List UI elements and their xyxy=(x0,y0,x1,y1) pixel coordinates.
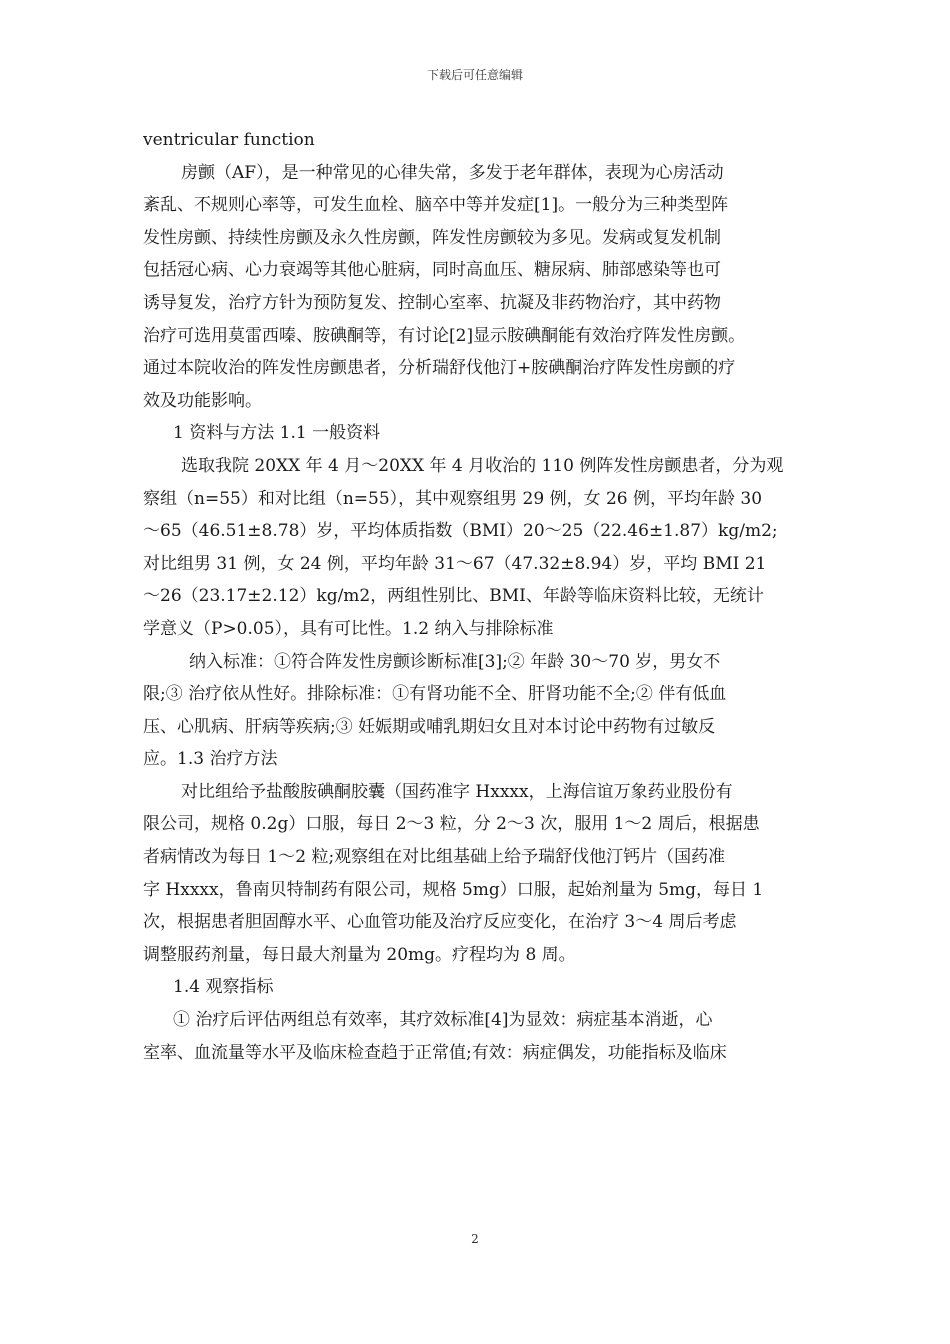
text-line: 诱导复发，治疗方针为预防复发、控制心室率、抗凝及非药物治疗，其中药物 xyxy=(143,292,721,313)
text-line: ventricular function xyxy=(143,130,315,150)
text-line: 察组（n=55）和对比组（n=55），其中观察组男 29 例，女 26 例，平均年龄 30 xyxy=(143,488,763,509)
text-line: 效及功能影响。 xyxy=(143,390,262,411)
section-heading: 1 资料与方法 1.1 一般资料 xyxy=(173,423,381,444)
text-line: 室率、血流量等水平及临床检查趋于正常值;有效：病症偶发，功能指标及临床 xyxy=(143,1042,727,1063)
text-line: 学意义（P>0.05），具有可比性。1.2 纳入与排除标准 xyxy=(143,618,554,639)
text-line: 限公司，规格 0.2g）口服，每日 2～3 粒，分 2～3 次，服用 1～2 周后，根据患 xyxy=(143,814,760,835)
section-heading: 1.4 观察指标 xyxy=(173,977,274,998)
paragraph-start: 选取我院 20XX 年 4 月～20XX 年 4 月收治的 110 例阵发性房颤患者，分为观 xyxy=(181,455,784,476)
text-line: 发性房颤、持续性房颤及永久性房颤，阵发性房颤较为多见。发病或复发机制 xyxy=(143,227,721,248)
text-line: 字 Hxxxx，鲁南贝特制药有限公司，规格 5mg）口服，起始剂量为 5mg，每日 1 xyxy=(143,879,764,900)
text-line: 治疗可选用莫雷西嗪、胺碘酮等，有讨论[2]显示胺碘酮能有效治疗阵发性房颤。 xyxy=(143,325,746,346)
paragraph-start: 纳入标准：①符合阵发性房颤诊断标准[3];② 年龄 30～70 岁，男女不 xyxy=(189,651,721,672)
document-body xyxy=(143,124,810,1069)
text-line: ～65（46.51±8.78）岁，平均体质指数（BMI）20～25（22.46±1.87）kg/m2; xyxy=(143,521,778,542)
text-line: 压、心肌病、肝病等疾病;③ 妊娠期或哺乳期妇女且对本讨论中药物有过敏反 xyxy=(143,716,716,737)
text-line: 次，根据患者胆固醇水平、心血管功能及治疗反应变化，在治疗 3～4 周后考虑 xyxy=(143,912,737,933)
paragraph-start: 对比组给予盐酸胺碘酮胶囊（国药准字 Hxxxx，上海信谊万象药业股份有 xyxy=(181,781,733,802)
text-line: 者病情改为每日 1～2 粒;观察组在对比组基础上给予瑞舒伐他汀钙片（国药准 xyxy=(143,847,726,868)
text-line: 对比组男 31 例，女 24 例，平均年龄 31～67（47.32±8.94）岁，平均 BMI 21 xyxy=(143,553,767,574)
page-header: 下载后可任意编辑 xyxy=(426,68,523,82)
text-line: 调整服药剂量，每日最大剂量为 20mg。疗程均为 8 周。 xyxy=(143,944,576,965)
paragraph-start: ① 治疗后评估两组总有效率，其疗效标准[4]为显效：病症基本消逝，心 xyxy=(173,1010,713,1031)
text-line: 应。1.3 治疗方法 xyxy=(143,749,278,770)
text-line: 限;③ 治疗依从性好。排除标准：①有肾功能不全、肝肾功能不全;② 伴有低血 xyxy=(143,684,727,705)
paragraph-start: 房颤（AF），是一种常见的心律失常，多发于老年群体，表现为心房活动 xyxy=(181,162,724,183)
text-line: 紊乱、不规则心率等，可发生血栓、脑卒中等并发症[1]。一般分为三种类型阵 xyxy=(143,195,729,216)
text-line: 通过本院收治的阵发性房颤患者，分析瑞舒伐他汀+胺碘酮治疗阵发性房颤的疗 xyxy=(143,358,736,379)
page-number: 2 xyxy=(471,1232,479,1246)
text-line: 包括冠心病、心力衰竭等其他心脏病，同时高血压、糖尿病、肺部感染等也可 xyxy=(143,260,721,281)
text-line: ～26（23.17±2.12）kg/m2，两组性别比、BMI、年龄等临床资料比较，无统计 xyxy=(143,586,764,607)
